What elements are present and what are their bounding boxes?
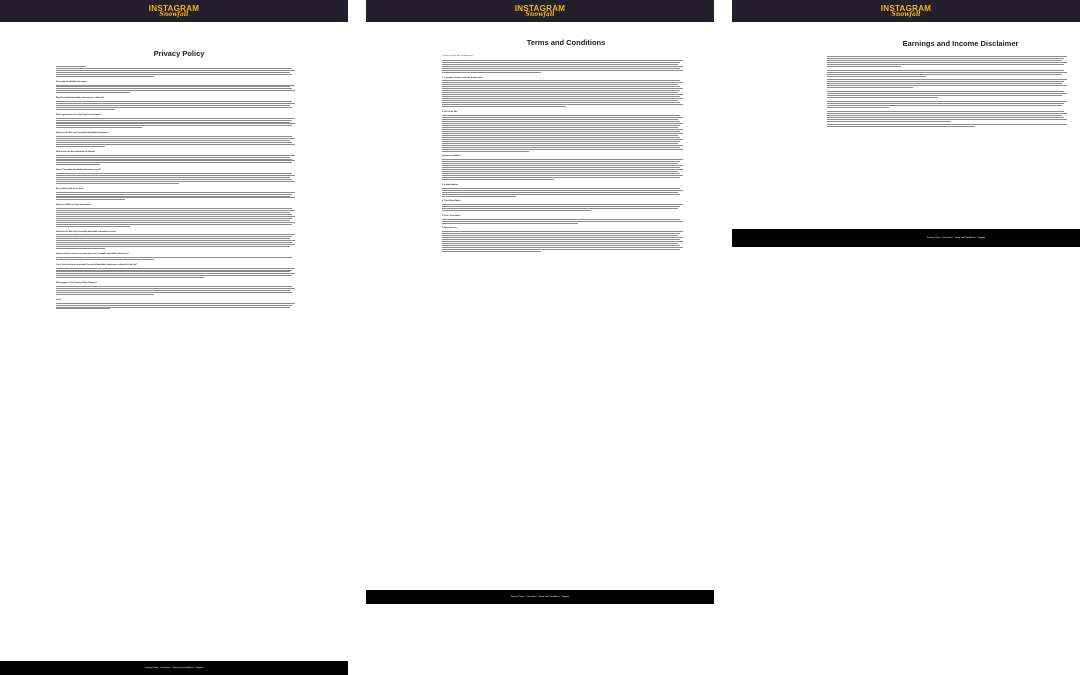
logo-text-bottom: Snowfall [525,10,555,18]
logo-text-top: INSTAGRAM [880,3,932,13]
site-header [0,0,348,22]
section-heading: Links: [56,298,62,301]
brand-logo[interactable] [149,5,200,18]
footer-links[interactable]: Privacy Policy · Disclaimer · Terms and Conditions · Support [510,596,570,598]
site-header [732,0,1080,22]
site-footer [732,229,1080,247]
brand-logo[interactable] [881,5,932,18]
logo-text-top: INSTAGRAM [514,3,566,13]
site-header [366,0,714,22]
site-footer [0,661,348,675]
section-heading: Can a Visitor delete or deactivate Personally Identifiable Information collected by the Site? [56,263,138,266]
logo-text-top: INSTAGRAM [148,3,200,13]
section-heading: 4. Third Party Rights. [442,200,462,203]
agreement-subtitle: [Company Name] Web Site Agreement [442,55,473,57]
section-heading: How does the Site keep Personally Identifiable Information secure? [56,230,117,233]
section-heading: 6. Miscellaneous. [442,227,458,230]
section-heading: Limitation of liability [442,155,461,158]
section-heading: 3. Indemnification. [442,183,459,186]
section-heading: How is Personally Identifiable Information stored? [56,169,102,172]
site-footer [366,590,714,604]
section-heading: 1. Copyright, Licenses and Idea Submissions. [442,76,484,79]
section-heading: How does the Site use Personally Identifiable Information? [56,132,109,135]
section-heading: 2. Use of the Site. [442,111,458,114]
brand-logo[interactable] [515,5,566,18]
section-heading: Are Cookies Used on the Site? [56,187,84,190]
section-heading: 5. Term; Termination. [442,214,461,217]
logo-text-bottom: Snowfall [159,10,189,18]
section-heading: How does [URL] use login information? [56,204,92,207]
section-heading: How can Visitors correct any inaccuracies in Personally Identifiable Information? [56,253,129,256]
privacy-content [0,49,348,309]
section-heading: With whom may the information be shared? [56,150,96,153]
disclaimer-page [732,0,1080,675]
logo-text-bottom: Snowfall [891,10,921,18]
intro-paragraph [56,66,302,77]
terms-page [366,0,714,675]
section-heading: What Personally Identifiable Information is collected? [56,97,105,100]
disclaimer-content [732,39,1080,127]
terms-content [366,38,714,252]
footer-links[interactable]: Privacy Policy · Disclaimer · Terms and Conditions · Support [926,237,986,239]
page-title: Terms and Conditions [526,38,606,47]
page-title: Earnings and Income Disclaimer [902,39,1019,48]
section-heading: Personally Identifiable Information [56,80,87,83]
page-title: Privacy Policy [153,49,205,58]
section-heading: What happens if the Privacy Policy Changes? [56,282,97,285]
footer-links[interactable]: Privacy Policy · Disclaimer · Terms and Conditions · Support [144,667,204,669]
privacy-policy-page [0,0,348,675]
section-heading: What organizations are collecting the information? [56,113,102,116]
